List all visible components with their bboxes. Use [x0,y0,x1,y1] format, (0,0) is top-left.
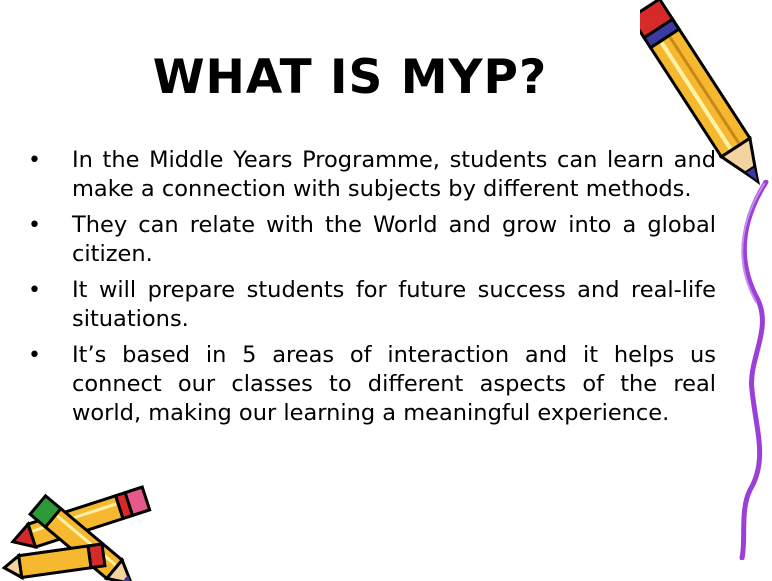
bullet-dot: • [28,213,41,238]
bullet-text: They can relate with the World and grow into a global citizen. [72,212,716,267]
bullet-list [28,146,716,435]
bullet-dot: • [28,278,41,303]
squiggle-line-icon [728,180,772,560]
bullet-text: It’s based in 5 areas of interaction and it helps us connect our classes to different aspects of the real world, making our learning a meaningful experience. [72,342,716,426]
crossed-pencils-icon [0,462,160,581]
slide-title: WHAT IS MYP? [152,50,548,105]
bullet-item [28,146,716,204]
pencil-icon [640,0,772,200]
bullet-dot: • [28,148,41,173]
bullet-dot: • [28,343,41,368]
bullet-item [28,276,716,334]
bullet-item [28,341,716,428]
bullet-text: In the Middle Years Programme, students can learn and make a connection with subjects by different methods. [72,147,716,202]
bullet-item [28,211,716,269]
bullet-text: It will prepare students for future success and real-life situations. [72,277,716,332]
